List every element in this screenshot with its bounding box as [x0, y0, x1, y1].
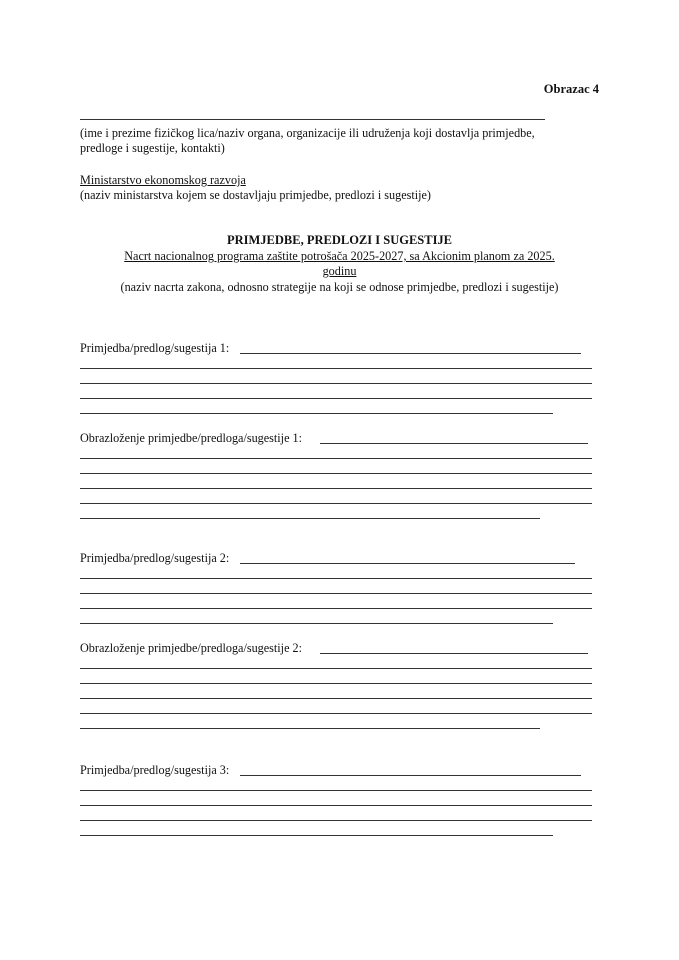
explanation-1-first-line[interactable]: [320, 443, 588, 444]
draft-document-name-line2: godinu: [322, 264, 357, 278]
form-title: PRIMJEDBE, PREDLOZI I SUGESTIJE: [226, 233, 453, 247]
explanation-1-line[interactable]: [80, 503, 592, 504]
comment-3-line[interactable]: [80, 835, 553, 836]
comment-2-line[interactable]: [80, 593, 592, 594]
submitter-input-line[interactable]: [80, 119, 545, 120]
explanation-2-line[interactable]: [80, 668, 592, 669]
form-number: Obrazac 4: [543, 82, 599, 96]
comment-3-line[interactable]: [80, 790, 592, 791]
comment-1-line[interactable]: [80, 383, 592, 384]
comment-2-line[interactable]: [80, 608, 592, 609]
comment-2-first-line[interactable]: [240, 563, 575, 564]
draft-document-caption: (naziv nacrta zakona, odnosno strategije na koji se odnose primjedbe, predlozi i sugestije): [120, 280, 559, 294]
explanation-1-line[interactable]: [80, 473, 592, 474]
explanation-1-line[interactable]: [80, 458, 592, 459]
comment-1-line[interactable]: [80, 398, 592, 399]
explanation-1-label: Obrazloženje primjedbe/predloga/sugestije 1:: [80, 431, 303, 445]
submitter-caption: (ime i prezime fizičkog lica/naziv organa, organizacije ili udruženja koji dostavlja primjedbe, predloge i sugestije, kontakti): [80, 126, 535, 155]
comment-1-first-line[interactable]: [240, 353, 581, 354]
comment-1-label: Primjedba/predlog/sugestija 1:: [80, 341, 230, 355]
comment-3-label: Primjedba/predlog/sugestija 3:: [80, 763, 230, 777]
comment-2-line[interactable]: [80, 623, 553, 624]
draft-document-name-line1: Nacrt nacionalnog programa zaštite potrošača 2025-2027, sa Akcionim planom za 2025.: [124, 249, 555, 263]
comment-2-line[interactable]: [80, 578, 592, 579]
explanation-1-line[interactable]: [80, 488, 592, 489]
explanation-2-line[interactable]: [80, 713, 592, 714]
ministry-name: Ministarstvo ekonomskog razvoja: [80, 173, 246, 187]
comment-1-line[interactable]: [80, 413, 553, 414]
explanation-2-line[interactable]: [80, 683, 592, 684]
explanation-2-first-line[interactable]: [320, 653, 588, 654]
explanation-2-line[interactable]: [80, 728, 540, 729]
comment-1-line[interactable]: [80, 368, 592, 369]
comment-3-line[interactable]: [80, 805, 592, 806]
ministry-caption: (naziv ministarstva kojem se dostavljaju primjedbe, predlozi i sugestije): [80, 188, 431, 202]
comment-2-label: Primjedba/predlog/sugestija 2:: [80, 551, 230, 565]
comment-3-first-line[interactable]: [240, 775, 581, 776]
explanation-2-line[interactable]: [80, 698, 592, 699]
comment-3-line[interactable]: [80, 820, 592, 821]
explanation-2-label: Obrazloženje primjedbe/predloga/sugestije 2:: [80, 641, 303, 655]
explanation-1-line[interactable]: [80, 518, 540, 519]
